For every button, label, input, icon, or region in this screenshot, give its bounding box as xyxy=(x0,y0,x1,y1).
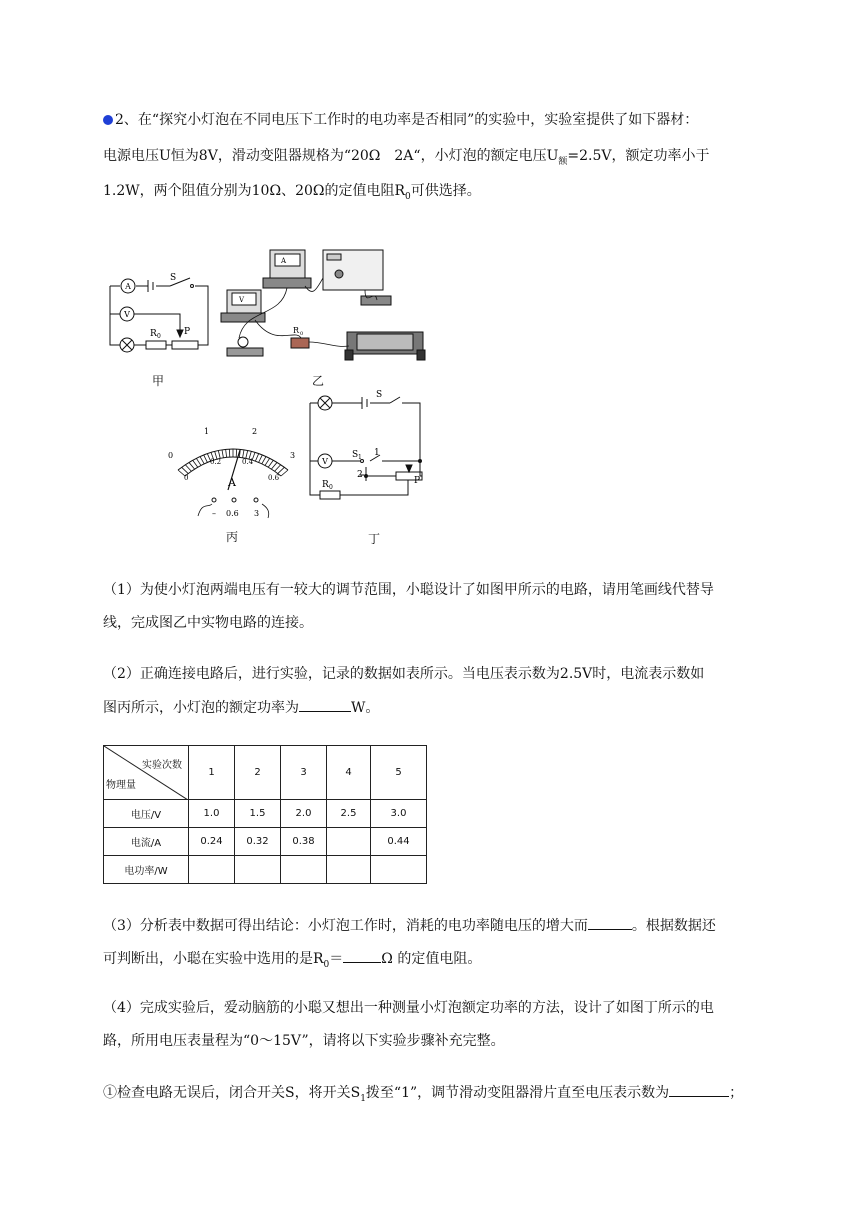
part-3-line-1b: 。根据数据还 xyxy=(631,918,716,934)
table-cell[interactable] xyxy=(189,856,235,884)
meter-top-0: 0 xyxy=(168,451,174,460)
dial-tick xyxy=(278,467,285,473)
meter-bottom-2: 0.4 xyxy=(242,458,254,466)
part-4-line-2: 路，所用电压表量程为“0～15V”，请将以下实验步骤补充完整。 xyxy=(103,1033,505,1049)
question-line-2 xyxy=(103,146,710,172)
question-line-1 xyxy=(103,110,698,130)
step-1a: ①检查电路无误后，闭合开关S，将开关S xyxy=(103,1085,361,1101)
question-number: 2、 xyxy=(115,112,138,128)
table-row-voltage xyxy=(104,800,427,828)
dial-tick xyxy=(200,457,204,464)
table-cell: 1.5 xyxy=(235,800,281,828)
part-3-line-2c: Ω 的定值电阻。 xyxy=(381,951,482,967)
fig-ding-r0-sub: 0 xyxy=(329,484,333,491)
meter-bottom-3: 0.6 xyxy=(268,474,280,482)
table-row-label: 电流/A xyxy=(104,828,189,856)
part-3-line-1a: （3）分析表中数据可得出结论：小灯泡工作时，消耗的电功率随电压的增大而 xyxy=(103,918,588,934)
rated-power-blank[interactable] xyxy=(299,697,351,712)
fig-jia-r0-label: R xyxy=(150,329,157,339)
table-cell: 0.32 xyxy=(235,828,281,856)
dial-tick xyxy=(265,458,270,465)
table-cell: 2.5 xyxy=(327,800,371,828)
question-intro-2a: 电源电压U恒为8V，滑动变阻器规格为“20Ω 2A“，小灯泡的额定电压U xyxy=(103,148,559,164)
table-row-label: 电功率/W xyxy=(104,856,189,884)
table-cell[interactable] xyxy=(371,856,427,884)
fig-yi-voltmeter-label: V xyxy=(239,296,245,304)
question-intro-3a: 1.2W，两个阻值分别为10Ω、20Ω的定值电阻R xyxy=(103,183,406,199)
part-3-line-2-sub: 0 xyxy=(323,959,330,970)
part-2-line-2a: 图丙所示，小灯泡的额定功率为 xyxy=(103,700,299,716)
question-intro-3b: 可供选择。 xyxy=(410,183,481,199)
fig-ding-switch-label: S xyxy=(376,390,383,400)
dial-tick xyxy=(189,462,195,469)
table-trial-1: 1 xyxy=(189,746,235,800)
figure-jia-caption: 甲 xyxy=(152,374,165,388)
step-1-line xyxy=(103,1082,743,1109)
data-table xyxy=(103,745,427,884)
table-trial-5: 5 xyxy=(371,746,427,800)
question-line-3 xyxy=(103,181,481,207)
meter-bottom-0: 0 xyxy=(184,474,189,482)
dial-tick xyxy=(185,465,191,471)
dial-tick xyxy=(204,455,208,462)
dial-tick xyxy=(275,465,281,471)
part-4-line-1: （4）完成实验后，爱动脑筋的小聪又想出一种测量小灯泡额定功率的方法，设计了如图丁所示的电 xyxy=(103,1000,714,1016)
table-cell: 0.38 xyxy=(281,828,327,856)
table-trial-2: 2 xyxy=(235,746,281,800)
part-3-line-2b: ＝ xyxy=(329,951,344,967)
dial-tick xyxy=(182,467,189,473)
table-row-label: 电压/V xyxy=(104,800,189,828)
bullet-icon xyxy=(103,115,113,125)
fig-yi-r0-label: R xyxy=(293,326,300,335)
dial-tick xyxy=(226,449,227,457)
figure-bing-caption: 丙 xyxy=(226,530,239,544)
fig-ding-contact-1: 1 xyxy=(374,448,380,458)
table-corner-cell xyxy=(104,746,189,800)
figure-ding-circuit xyxy=(300,385,440,510)
table-cell[interactable] xyxy=(281,856,327,884)
dial-tick xyxy=(196,458,201,465)
part-2-line-1: （2）正确连接电路后，进行实验，记录的数据如表所示。当电压表示数为2.5V时，电流表示数如 xyxy=(103,666,705,682)
fig-ding-r0-label: R xyxy=(322,480,329,490)
figure-bing-ammeter xyxy=(158,420,308,520)
fig-jia-ammeter-label: A xyxy=(125,282,131,291)
step-1-sub: 1 xyxy=(360,1093,366,1104)
fig-jia-p-label: P xyxy=(184,327,191,337)
fig-ding-contact-2: 2 xyxy=(357,470,363,480)
part-2-line-2 xyxy=(103,697,379,718)
terminal-minus: – xyxy=(212,509,216,518)
table-cell: 3.0 xyxy=(371,800,427,828)
figure-yi-caption: 乙 xyxy=(312,374,325,388)
step-1c: ； xyxy=(729,1085,744,1101)
meter-top-2: 2 xyxy=(252,427,258,436)
trend-blank[interactable] xyxy=(588,915,632,930)
dial-tick xyxy=(243,450,244,458)
meter-top-1: 1 xyxy=(204,427,210,436)
dial-tick xyxy=(222,450,223,458)
table-cell: 0.24 xyxy=(189,828,235,856)
step-1b: 拨至“1”，调节滑动变阻器滑片直至电压表示数为 xyxy=(365,1085,670,1101)
figure-jia-circuit xyxy=(100,270,220,360)
fig-yi-ammeter-label: A xyxy=(281,257,287,265)
question-intro-2b: =2.5V，额定功率小于 xyxy=(567,148,710,164)
part-2-line-2b: W。 xyxy=(351,700,380,716)
table-cell[interactable] xyxy=(327,856,371,884)
terminal-3: 3 xyxy=(254,509,260,518)
table-trial-3: 3 xyxy=(281,746,327,800)
table-header-top: 实验次数 xyxy=(142,760,182,771)
table-cell: 0.44 xyxy=(371,828,427,856)
figure-ding-caption: 丁 xyxy=(368,532,381,546)
part-3-line-2 xyxy=(103,948,481,975)
terminal-06: 0.6 xyxy=(226,509,239,518)
dial-tick xyxy=(255,454,258,462)
table-header-bottom: 物理量 xyxy=(106,780,136,791)
table-row-power xyxy=(104,856,427,884)
meter-top-3: 3 xyxy=(290,451,296,460)
question-intro-1: 在“探究小灯泡在不同电压下工作时的电功率是否相同”的实验中，实验室提供了如下器材： xyxy=(137,112,699,128)
part-3-line-1 xyxy=(103,915,716,936)
question-intro-2-sub: 额 xyxy=(558,156,568,167)
fig-yi-r0-sub: 0 xyxy=(300,331,304,337)
table-cell: 2.0 xyxy=(281,800,327,828)
fig-jia-r0-sub: 0 xyxy=(157,333,161,340)
table-cell: 1.0 xyxy=(189,800,235,828)
question-intro-3-sub: 0 xyxy=(405,191,411,202)
meter-bottom-1: 0.2 xyxy=(210,458,222,466)
dial-tick xyxy=(271,462,277,469)
part-3-line-2a: 可判断出，小聪在实验中选用的是R xyxy=(103,951,324,967)
part-1-line-2: 线，完成图乙中实物电路的连接。 xyxy=(103,615,313,631)
table-trial-4: 4 xyxy=(327,746,371,800)
figure-yi-apparatus xyxy=(215,238,435,368)
table-cell[interactable] xyxy=(235,856,281,884)
table-row-current xyxy=(104,828,427,856)
meter-unit-a: A xyxy=(228,476,236,489)
dial-tick xyxy=(262,457,266,464)
dial-tick xyxy=(281,470,288,476)
fig-jia-voltmeter-label: V xyxy=(124,310,130,319)
fig-ding-p-label: P xyxy=(414,476,421,486)
voltmeter-reading-blank[interactable] xyxy=(669,1082,729,1097)
fig-ding-s1-label: S xyxy=(352,450,359,460)
fig-jia-switch-label: S xyxy=(170,273,177,283)
table-cell[interactable] xyxy=(327,828,371,856)
part-1-line-1: （1）为使小灯泡两端电压有一较大的调节范围，小聪设计了如图甲所示的电路，请用笔画线代替导 xyxy=(103,582,714,598)
fig-ding-voltmeter-label: V xyxy=(322,457,328,466)
dial-tick xyxy=(268,460,273,467)
dial-tick xyxy=(259,455,263,462)
dial-tick xyxy=(193,460,198,467)
resistor-value-blank[interactable] xyxy=(343,948,381,963)
fig-ding-s1-sub: 1 xyxy=(358,454,362,461)
